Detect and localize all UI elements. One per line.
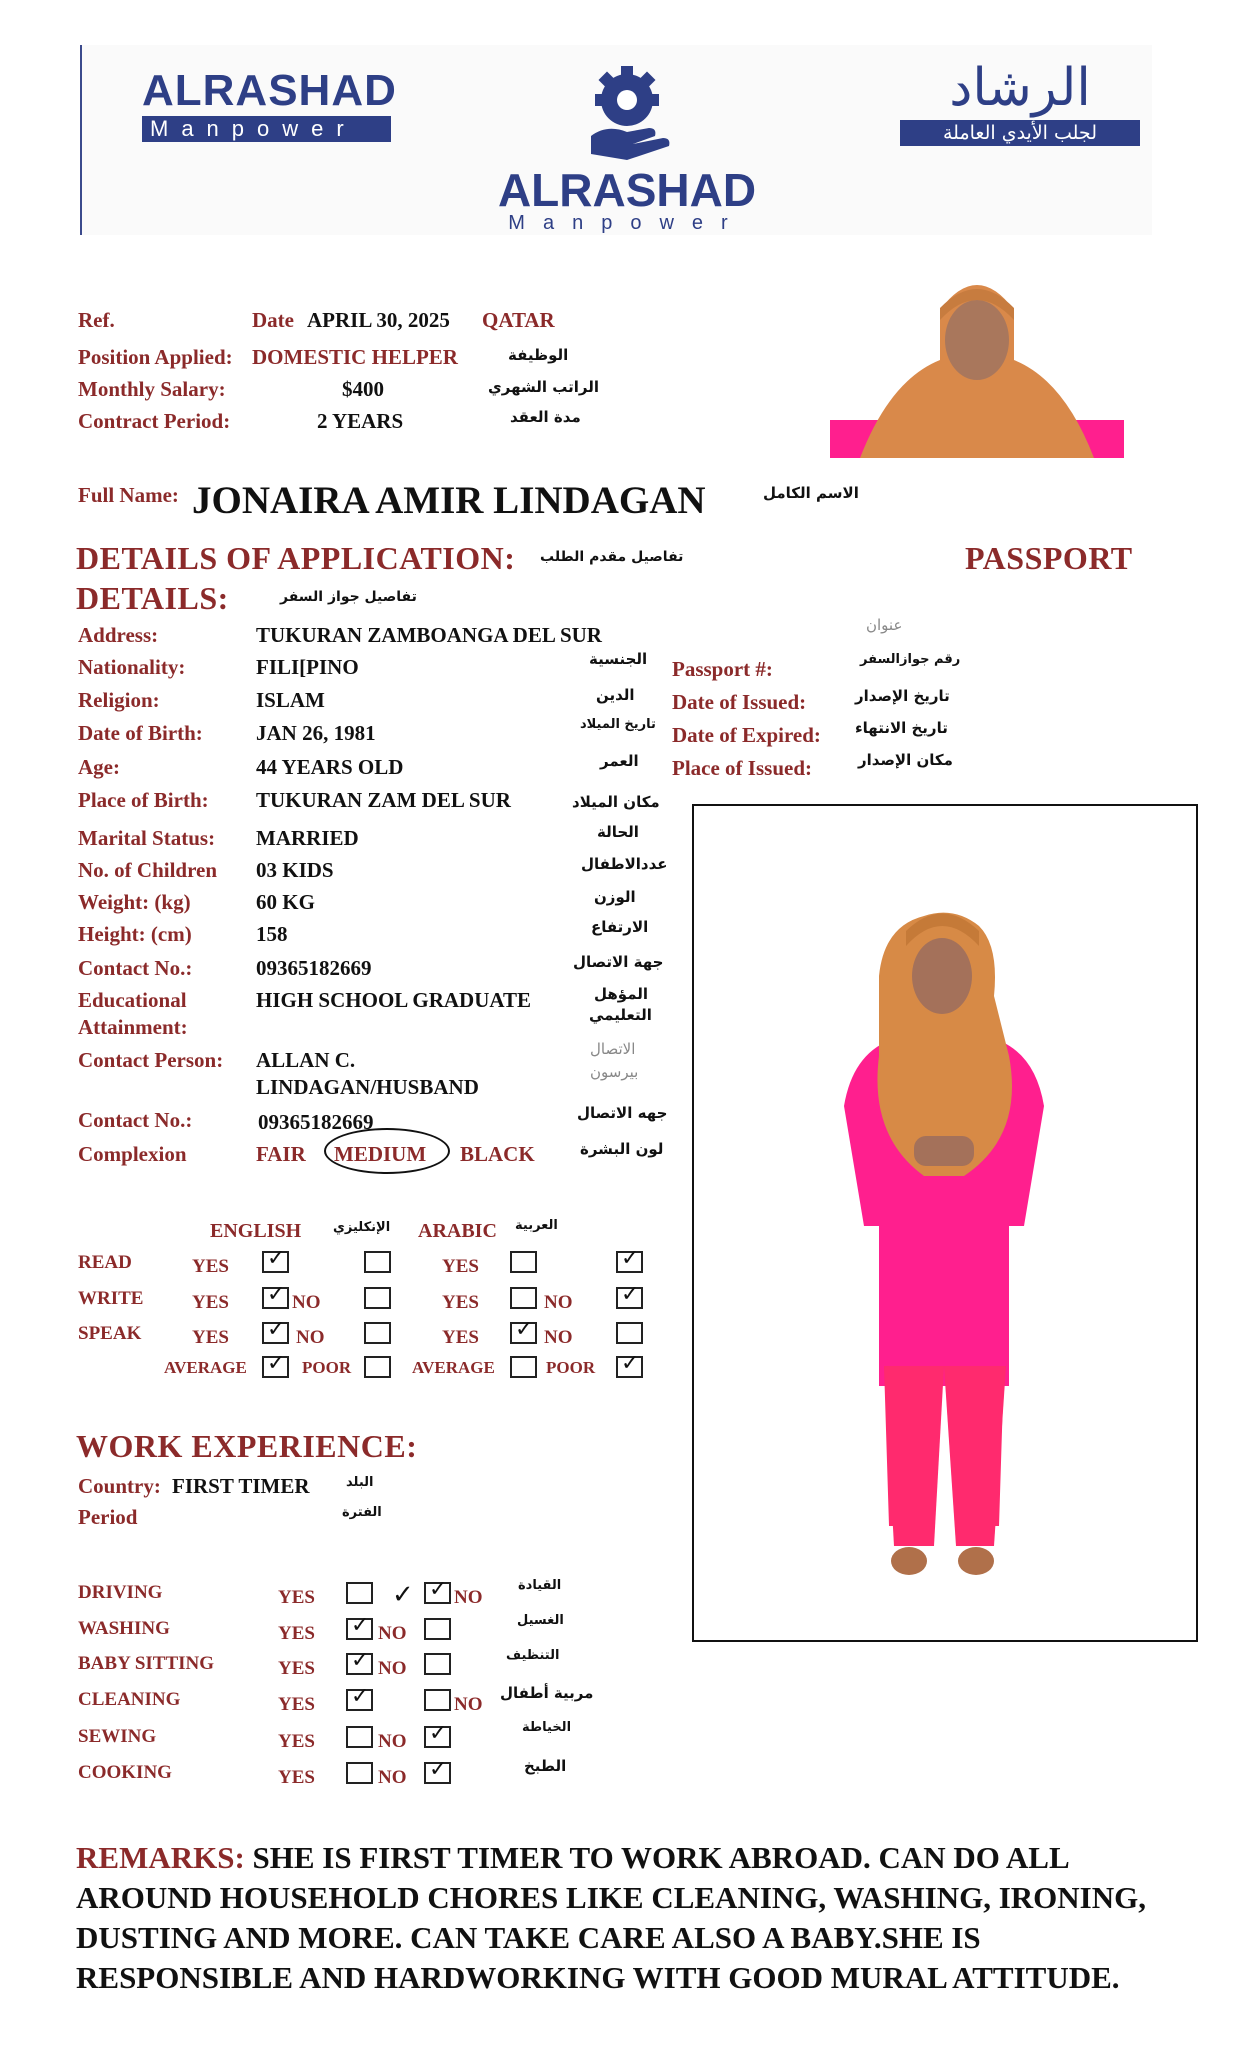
contact-ar: جهة الاتصال <box>573 953 664 971</box>
portrait-photo <box>830 270 1124 458</box>
logo-center-title: ALRASHAD <box>497 164 757 216</box>
ar-poor-checkbox[interactable]: ✓ <box>616 1356 643 1378</box>
skill-cooking-no-checkbox[interactable]: ✓ <box>424 1762 451 1784</box>
work-period-ar: الفترة <box>342 1505 382 1520</box>
skill-sewing-ar: الخياطة <box>522 1720 572 1735</box>
contact2-ar: جهه الاتصال <box>577 1104 668 1122</box>
write-ar-yes-checkbox[interactable] <box>510 1287 537 1309</box>
address-ar: عنوان <box>866 616 903 634</box>
contact-person-ar-1: الاتصال <box>590 1040 636 1058</box>
skill-washing-no-checkbox[interactable] <box>424 1618 451 1640</box>
contact-person-value-2: LINDAGAN/HUSBAND <box>256 1075 479 1099</box>
contact2-value: 09365182669 <box>258 1110 374 1134</box>
skill-driving-stray-tick: ✓ <box>392 1580 414 1610</box>
skill-sewing-yes-checkbox[interactable] <box>346 1726 373 1748</box>
skill-driving-no: NO <box>454 1587 483 1608</box>
contract-ar: مدة العقد <box>510 408 581 426</box>
write-ar-no: NO <box>544 1292 573 1313</box>
salary-label: Monthly Salary: <box>78 377 226 401</box>
nationality-label: Nationality: <box>78 655 186 679</box>
education-label-1: Educational <box>78 988 187 1012</box>
details-application-heading: DETAILS OF APPLICATION: <box>76 540 516 576</box>
read-en-yes: YES <box>192 1256 229 1277</box>
dob-value: JAN 26, 1981 <box>256 721 376 745</box>
complexion-label: Complexion <box>78 1142 187 1166</box>
marital-status-value: MARRIED <box>256 826 359 850</box>
skill-driving-yes-checkbox[interactable] <box>346 1582 373 1604</box>
skill-cleaning-yes: YES <box>278 1694 315 1715</box>
speak-ar-yes-checkbox[interactable]: ✓ <box>510 1322 537 1344</box>
speak-en-no-checkbox[interactable] <box>364 1322 391 1344</box>
details-application-ar: تفاصيل مقدم الطلب <box>540 549 684 565</box>
read-ar-no-checkbox[interactable]: ✓ <box>616 1251 643 1273</box>
work-country-label: Country: <box>78 1474 161 1498</box>
skill-driving-yes: YES <box>278 1587 315 1608</box>
skill-cooking-label: COOKING <box>78 1762 172 1783</box>
speak-ar-no-checkbox[interactable] <box>616 1322 643 1344</box>
skill-washing-ar: الغسيل <box>517 1613 564 1628</box>
skill-driving-label: DRIVING <box>78 1582 163 1603</box>
education-label-2: Attainment: <box>78 1015 188 1039</box>
skill-cleaning-no: NO <box>454 1694 483 1715</box>
position-ar: الوظيفة <box>508 346 569 364</box>
contract-value: 2 YEARS <box>317 409 404 433</box>
education-value: HIGH SCHOOL GRADUATE <box>256 988 531 1012</box>
contact-value: 09365182669 <box>256 956 372 980</box>
complexion-medium-circle <box>324 1128 450 1174</box>
contact-label: Contact No.: <box>78 956 193 980</box>
skill-driving-no-checkbox[interactable]: ✓ <box>424 1582 451 1604</box>
height-ar: الارتفاع <box>591 918 649 936</box>
education-ar-1: المؤهل <box>594 985 649 1003</box>
full-body-photo <box>692 804 1198 1642</box>
logo-right <box>900 56 1140 146</box>
skill-cooking-yes: YES <box>278 1767 315 1788</box>
marital-status-label: Marital Status: <box>78 826 216 850</box>
contact-person-ar-2: بيرسون <box>590 1063 639 1081</box>
remarks-text: SHE IS FIRST TIMER TO WORK ABROAD. CAN DO ALL AROUND HOUSEHOLD CHORES LIKE CLEANING, WASHING, IRONING, DUSTING AND MORE. CAN TAKE CARE ALSO A BABY.SHE IS RESPONSIBLE AND HARDWORKING WITH GOOD MURAL ATTITUDE. <box>76 1840 1146 1995</box>
write-ar-yes: YES <box>442 1292 479 1313</box>
age-ar: العمر <box>600 752 639 770</box>
full-name-label: Full Name: <box>78 483 179 507</box>
passport-number-ar: رقم جوازالسفر <box>860 652 961 667</box>
position-label: Position Applied: <box>78 345 233 369</box>
passport-heading: PASSPORT <box>965 540 1133 576</box>
read-ar-yes: YES <box>442 1256 479 1277</box>
children-value: 03 KIDS <box>256 858 334 882</box>
speak-ar-no: NO <box>544 1327 573 1348</box>
skill-babysitting-no-checkbox[interactable] <box>424 1653 451 1675</box>
salary-ar: الراتب الشهري <box>488 378 599 396</box>
dob-ar: تاريخ الميلاد <box>580 717 656 732</box>
details-ar: تفاصيل جواز السفر <box>280 589 417 605</box>
skill-washing-yes-checkbox[interactable]: ✓ <box>346 1618 373 1640</box>
religion-ar: الدين <box>596 686 635 704</box>
skill-cleaning-yes-checkbox[interactable]: ✓ <box>346 1689 373 1711</box>
religion-value: ISLAM <box>256 688 325 712</box>
logo-center <box>492 66 762 233</box>
write-en-yes-checkbox[interactable]: ✓ <box>262 1287 289 1309</box>
details-heading: DETAILS: <box>76 580 229 616</box>
skill-cleaning-no-checkbox[interactable] <box>424 1689 451 1711</box>
logo-left-sub: Manpower <box>142 116 391 142</box>
read-en-no-checkbox[interactable] <box>364 1251 391 1273</box>
education-ar-2: التعليمي <box>589 1006 652 1024</box>
skill-washing-label: WASHING <box>78 1618 170 1639</box>
skill-sewing-label: SEWING <box>78 1726 157 1747</box>
skill-cooking-yes-checkbox[interactable] <box>346 1762 373 1784</box>
full-name-value: JONAIRA AMIR LINDAGAN <box>192 479 706 522</box>
position-value: DOMESTIC HELPER <box>252 345 458 369</box>
weight-ar: الوزن <box>594 888 636 906</box>
passport-place-label: Place of Issued: <box>672 756 812 780</box>
height-label: Height: (cm) <box>78 922 192 946</box>
salary-value: $400 <box>342 377 384 401</box>
arabic-ar: العربية <box>515 1218 558 1233</box>
logo-left <box>142 66 397 142</box>
passport-number-label: Passport #: <box>672 657 773 681</box>
age-value: 44 YEARS OLD <box>256 755 404 779</box>
skill-babysitting-ar: التنظيف <box>506 1648 560 1663</box>
religion-label: Religion: <box>78 688 160 712</box>
address-value: TUKURAN ZAMBOANGA DEL SUR <box>256 623 602 647</box>
skill-washing-yes: YES <box>278 1623 315 1644</box>
contact2-label: Contact No.: <box>78 1108 193 1132</box>
nationality-ar: الجنسية <box>589 650 648 668</box>
dob-label: Date of Birth: <box>78 721 203 745</box>
portrait-illustration <box>830 270 1124 458</box>
remarks-label: REMARKS: <box>76 1840 245 1875</box>
en-average: AVERAGE <box>164 1358 247 1377</box>
complexion-ar: لون البشرة <box>580 1140 664 1158</box>
ar-poor: POOR <box>546 1358 596 1377</box>
logo-center-sub: Manpower <box>508 212 746 234</box>
contract-label: Contract Period: <box>78 409 231 433</box>
speak-ar-yes: YES <box>442 1327 479 1348</box>
skill-cooking-ar: الطبخ <box>524 1757 567 1775</box>
en-poor-checkbox[interactable] <box>364 1356 391 1378</box>
date-value: APRIL 30, 2025 <box>307 308 450 332</box>
skill-cleaning-ar: مربية أطفال <box>500 1684 594 1702</box>
place-of-birth-label: Place of Birth: <box>78 788 209 812</box>
read-label: READ <box>78 1252 132 1273</box>
height-value: 158 <box>256 922 288 946</box>
full-name-ar: الاسم الكامل <box>763 484 859 502</box>
write-en-no-checkbox[interactable] <box>364 1287 391 1309</box>
work-country-ar: البلد <box>346 1475 374 1490</box>
logo-right-arabic-sub: لجلب الأيدي العاملة <box>900 120 1140 146</box>
children-ar: عددالاطفال <box>581 855 668 873</box>
english-ar: الإنكليزي <box>333 1220 391 1235</box>
passport-place-ar: مكان الإصدار <box>858 751 953 769</box>
age-label: Age: <box>78 755 120 779</box>
arabic-heading: ARABIC <box>418 1220 497 1242</box>
date-label: Date <box>252 308 294 332</box>
children-label: No. of Children <box>78 858 218 882</box>
marital-status-ar: الحالة <box>597 823 639 841</box>
work-country-value: FIRST TIMER <box>172 1474 310 1498</box>
weight-label: Weight: (kg) <box>78 890 191 914</box>
country-value: QATAR <box>482 308 555 332</box>
skill-cooking-no: NO <box>378 1767 407 1788</box>
write-en-yes: YES <box>192 1292 229 1313</box>
logo-right-arabic: الرشاد <box>949 58 1091 118</box>
skill-babysitting-label: BABY SITTING <box>78 1653 215 1674</box>
speak-en-yes-checkbox[interactable]: ✓ <box>262 1322 289 1344</box>
write-ar-no-checkbox[interactable]: ✓ <box>616 1287 643 1309</box>
logo-left-title: ALRASHAD <box>142 66 397 115</box>
complexion-fair: FAIR <box>256 1142 306 1166</box>
skill-babysitting-no: NO <box>378 1658 407 1679</box>
skill-cleaning-label: CLEANING <box>78 1689 181 1710</box>
weight-value: 60 KG <box>256 890 315 914</box>
work-period-label: Period <box>78 1505 138 1529</box>
speak-en-no: NO <box>296 1327 325 1348</box>
english-heading: ENGLISH <box>210 1220 302 1242</box>
full-body-illustration <box>694 806 1196 1640</box>
speak-label: SPEAK <box>78 1323 142 1344</box>
contact-person-value-1: ALLAN C. <box>256 1048 356 1072</box>
passport-expired-label: Date of Expired: <box>672 723 821 747</box>
skill-sewing-no-checkbox[interactable]: ✓ <box>424 1726 451 1748</box>
passport-expired-ar: تاريخ الانتهاء <box>855 719 948 737</box>
complexion-black: BLACK <box>460 1142 535 1166</box>
ref-label: Ref. <box>78 308 115 332</box>
contact-person-label: Contact Person: <box>78 1048 224 1072</box>
ar-average: AVERAGE <box>412 1358 495 1377</box>
write-label: WRITE <box>78 1288 144 1309</box>
read-ar-yes-checkbox[interactable] <box>510 1251 537 1273</box>
skill-washing-no: NO <box>378 1623 407 1644</box>
speak-en-yes: YES <box>192 1327 229 1348</box>
gear-hand-icon <box>577 66 677 162</box>
ar-average-checkbox[interactable] <box>510 1356 537 1378</box>
place-of-birth-ar: مكان الميلاد <box>572 793 660 811</box>
skill-sewing-no: NO <box>378 1731 407 1752</box>
read-en-yes-checkbox[interactable]: ✓ <box>262 1251 289 1273</box>
skill-sewing-yes: YES <box>278 1731 315 1752</box>
en-poor: POOR <box>302 1358 352 1377</box>
work-experience-heading: WORK EXPERIENCE: <box>76 1428 418 1464</box>
remarks-block <box>76 1838 1186 1998</box>
skill-babysitting-yes-checkbox[interactable]: ✓ <box>346 1653 373 1675</box>
nationality-value: FILI[PINO <box>256 655 359 679</box>
write-en-no: NO <box>292 1292 321 1313</box>
skill-babysitting-yes: YES <box>278 1658 315 1679</box>
skill-driving-ar: القيادة <box>518 1578 562 1593</box>
en-average-checkbox[interactable]: ✓ <box>262 1356 289 1378</box>
passport-issued-label: Date of Issued: <box>672 690 807 714</box>
address-label: Address: <box>78 623 159 647</box>
passport-issued-ar: تاريخ الإصدار <box>855 687 950 705</box>
place-of-birth-value: TUKURAN ZAM DEL SUR <box>256 788 511 812</box>
complexion-medium: MEDIUM <box>334 1142 427 1166</box>
